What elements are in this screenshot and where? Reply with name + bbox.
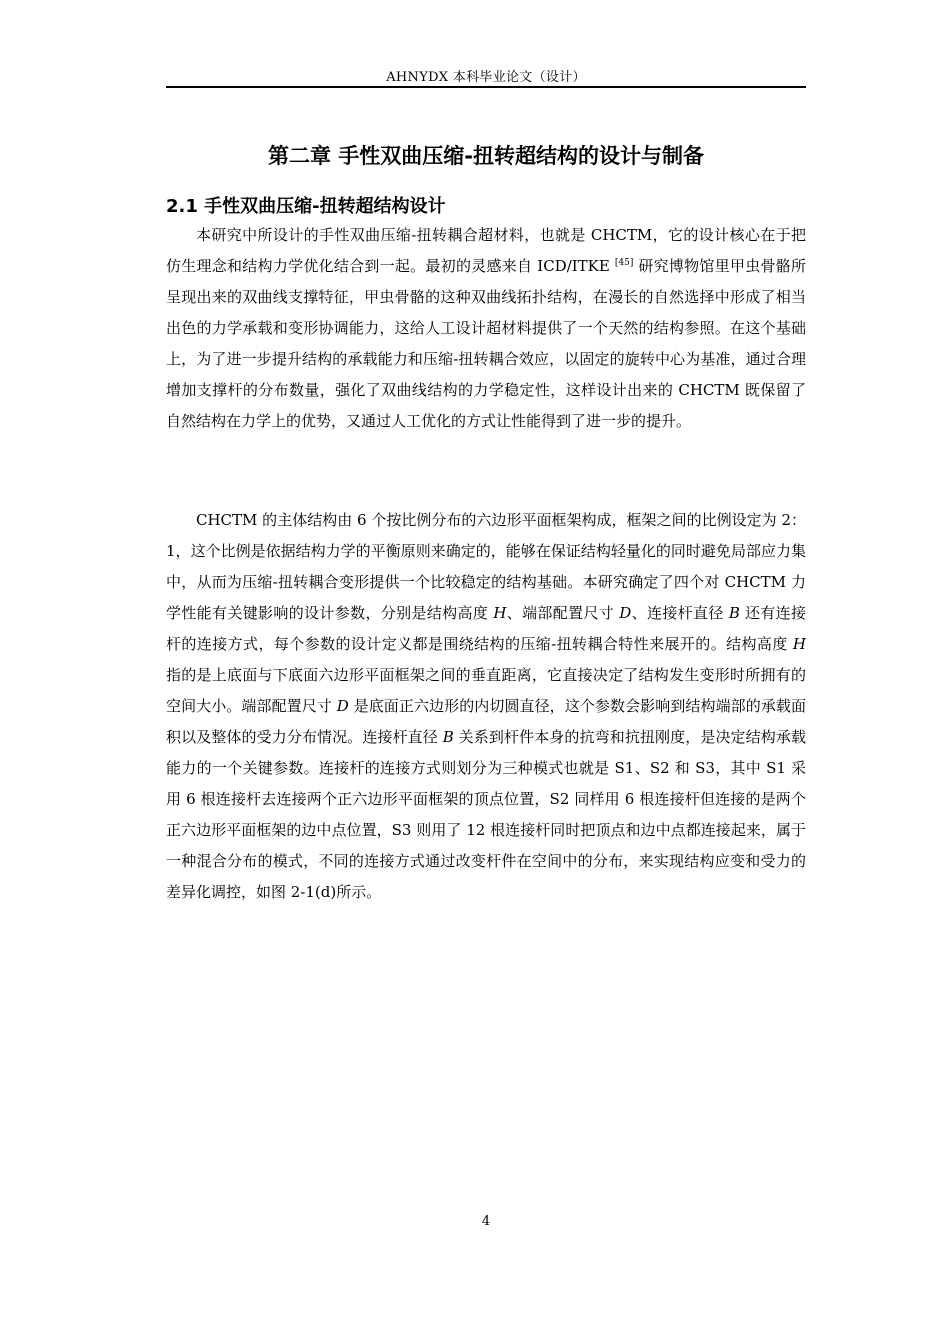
paragraph-text: 指的是上底面与下底面六边形平面框架之间的垂直距离，它直接决定了结构发生变形时所拥有的空间大小。端部配置尺寸 [166,666,806,715]
page-number: 4 [481,1214,491,1229]
paragraph-text: 还有连接杆的连接方式，每个参数的设计定义都是围绕结构的压缩-扭转耦合特性来展开的。结构高度 [166,604,806,653]
body-paragraph-1 [166,220,806,437]
paragraph-text: 、端部配置尺寸 [506,604,620,622]
section-title: 2.1 手性双曲压缩-扭转超结构设计 [166,196,446,217]
body-paragraph-2 [166,505,806,908]
paragraph-text: 本研究中所设计的手性双曲压缩-扭转耦合超材料，也就是 CHCTM，它的设计核心在于把仿生理念和结构力学优化结合到一起。最初的灵感来自 ICD/ITKE [166,226,806,275]
variable-D: D [336,697,349,715]
paragraph-text: 是底面正六边形的内切圆直径，这个参数会影响到结构端部的承载面积以及整体的受力分布情况。连接杆直径 [166,697,806,746]
variable-H: H [792,635,806,653]
paragraph-text: 研究博物馆里甲虫骨骼所呈现出来的双曲线支撑特征，甲虫骨骼的这种双曲线拓扑结构，在漫长的自然选择中形成了相当出色的力学承载和变形协调能力，这给人工设计超材料提供了一个天然的结构参照。在这个基础上，为了进一步提升结构的承载能力和压缩-扭转耦合效应，以固定的旋转中心为基准，通过合理增加支撑杆的分布数量，强化了双曲线结构的力学稳定性，这样设计出来的 CHCTM 既保留了自然结构在力学上的优势，又通过人工优化的方式让性能得到了进一步的提升。 [166,257,806,430]
variable-D: D [619,604,632,622]
citation-ref: [45] [614,258,634,268]
variable-H: H [493,604,507,622]
running-header: AHNYDX 本科毕业论文（设计） [386,70,586,85]
paragraph-text: 关系到杆件本身的抗弯和抗扭刚度，是决定结构承载能力的一个关键参数。连接杆的连接方式则划分为三种模式也就是 S1、S2 和 S3，其中 S1 采用 6 根连接杆去连接两个正六边形平面框架的顶点位置，S2 同样用 6 根连接杆但连接的是两个正六边形平面框架的边中点位置，S3 则用了 12 根连接杆同时把顶点和边中点都连接起来，属于一种混合分布的模式，不同的连接方式通过改变杆件在空间中的分布，来实现结构应变和受力的差异化调控，如图 2-1(d)所示。 [166,728,806,901]
paragraph-text: CHCTM 的主体结构由 6 个按比例分布的六边形平面框架构成，框架之间的比例设定为 2：1，这个比例是依据结构力学的平衡原则来确定的，能够在保证结构轻量化的同时避免局部应力集中，从而为压缩-扭转耦合变形提供一个比较稳定的结构基础。本研究确定了四个对 CHCTM 力学性能有关键影响的设计参数，分别是结构高度 [166,511,806,622]
variable-B: B [442,728,454,746]
variable-B: B [728,604,740,622]
chapter-title: 第二章 手性双曲压缩-扭转超结构的设计与制备 [267,144,705,168]
paragraph-text: 、连接杆直径 [631,604,729,622]
header-rule [166,86,806,88]
